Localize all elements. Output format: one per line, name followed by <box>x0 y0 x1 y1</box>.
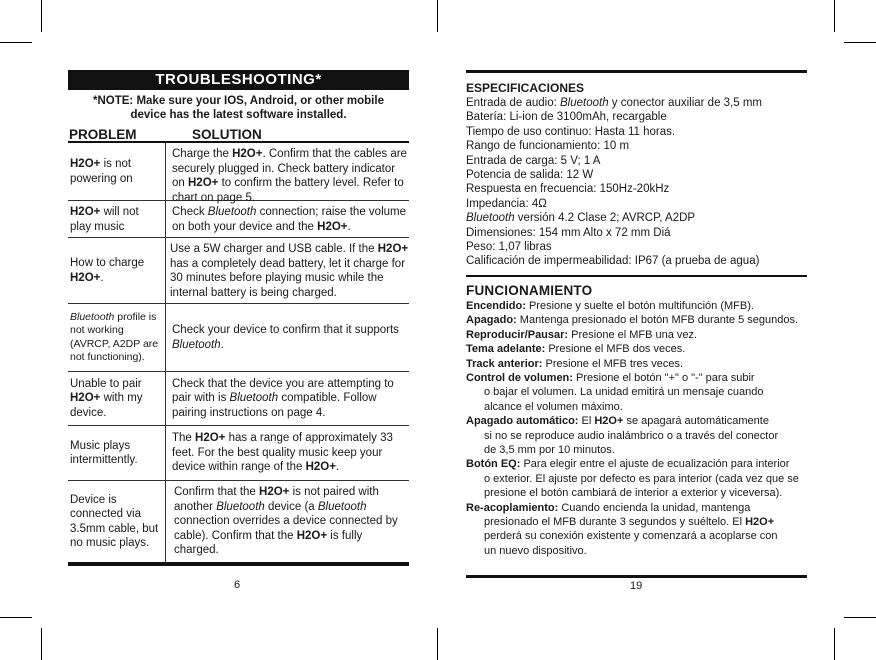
function-item: Re-acoplamiento: Cuando encienda la unidad, mantenga presionado el MFB durante 3 segundos y suéltelo. El H2O+ perderá su conexión existente y comenzará a acoplarse con un nuevo dispositivo. <box>466 501 778 557</box>
function-item: Reproducir/Pausar: Presione el MFB una vez. <box>466 328 698 341</box>
crop-mark <box>844 42 876 43</box>
crop-mark <box>41 0 42 32</box>
problem-cell: H2O+ will not play music <box>68 201 166 237</box>
crop-mark <box>437 628 438 660</box>
function-item: Apagado: Mantenga presionado el botón MFB durante 5 segundos. <box>466 314 799 327</box>
spec-line: Potencia de salida: 12 W <box>466 169 594 182</box>
section-rule <box>466 275 807 277</box>
spec-line: Respuesta en frecuencia: 150Hz-20kHz <box>466 183 670 196</box>
solution-cell: Use a 5W charger and USB cable. If the H2O+ has a completely dead battery, let it charge for 30 minutes before playing music while the internal battery is being charged. <box>170 243 409 299</box>
solution-cell: The H2O+ has a range of approximately 33 feet. For the best quality music keep your device within range of the H2O+. <box>172 432 393 474</box>
problem-cell: Unable to pair H2O+ with my device. <box>68 372 166 425</box>
problem-header: PROBLEM <box>69 127 137 142</box>
spec-line: Dimensiones: 154 mm Alto x 72 mm Diá <box>466 226 671 239</box>
function-item: Botón EQ: Para elegir entre el ajuste de ecualización para interior o exterior. El ajuste por defecto es para interior (cada vez que se presione el botón cambiará de interior a exterior y viceversa). <box>466 458 799 500</box>
crop-mark <box>834 0 835 32</box>
crop-mark <box>0 42 32 43</box>
table-header <box>68 126 409 143</box>
problem-cell: How to charge H2O+. <box>68 238 166 303</box>
function-item: Control de volumen: Presione el botón "+" o "-" para subir o bajar el volumen. La unidad emitirá un mensaje cuando alcance el volumen máximo. <box>466 371 764 413</box>
function-list <box>466 299 807 558</box>
spec-line: Entrada de carga: 5 V; 1 A <box>466 154 601 167</box>
crop-mark <box>844 617 876 618</box>
software-note: *NOTE: Make sure your IOS, Android, or other mobile device has the latest software installed. <box>93 95 384 121</box>
table-row <box>68 426 409 481</box>
problem-cell: Music plays intermittently. <box>68 426 166 480</box>
spec-line: Tiempo de uso continuo: Hasta 11 horas. <box>466 125 676 138</box>
solution-cell: Check your device to confirm that it supports Bluetooth. <box>172 324 399 351</box>
spec-page <box>466 70 807 558</box>
spec-line: Impedancia: 4Ω <box>466 197 547 210</box>
function-item: Tema adelante: Presione el MFB dos veces. <box>466 343 686 356</box>
table-row <box>68 201 409 238</box>
solution-cell: Charge the H2O+. Confirm that the cables are securely plugged in. Check battery indicator on H2O+ to confirm the battery level. Refer to chart on page 5. <box>172 148 407 204</box>
top-rule <box>466 70 807 73</box>
solution-cell: Check that the device you are attempting to pair with is Bluetooth compatible. Follow pairing instructions on page 4. <box>172 377 394 419</box>
problem-cell: H2O+ is not powering on <box>68 143 166 200</box>
spec-line: Rango de funcionamiento: 10 m <box>466 140 630 153</box>
func-title: FUNCIONAMIENTO <box>466 282 593 298</box>
spec-line: Entrada de audio: Bluetooth y conector auxiliar de 3,5 mm <box>466 97 763 109</box>
solution-cell: Check Bluetooth connection; raise the volume on both your device and the H2O+. <box>172 206 406 233</box>
function-item: Track anterior: Presione el MFB tres veces. <box>466 357 684 370</box>
spec-line: Batería: Li-ion de 3100mAh, recargable <box>466 111 667 124</box>
problem-cell: Bluetooth profile is not working (AVRCP, A2DP are not functioning). <box>68 304 166 371</box>
function-item: Apagado automático: El H2O+ se apagará automáticamente si no se reproduce audio inalámbrico o a través del conector de 3,5 mm por 10 minutos. <box>466 415 779 456</box>
solution-cell: Confirm that the H2O+ is not paired with another Bluetooth device (a Bluetooth connection overrides a device connected by cable). Confirm that the H2O+ is fully charged. <box>174 486 398 557</box>
solution-header: SOLUTION <box>192 127 262 142</box>
function-item: Encendido: Presione y suelte el botón multifunción (MFB). <box>466 299 754 312</box>
problem-cell: Device is connected via 3.5mm cable, but no music plays. <box>68 481 166 562</box>
troubleshooting-banner: TROUBLESHOOTING* <box>68 70 409 90</box>
table-row <box>68 372 409 426</box>
bottom-rule <box>68 562 409 566</box>
crop-mark <box>0 617 32 618</box>
spec-title: ESPECIFICACIONES <box>466 81 585 95</box>
crop-mark <box>41 628 42 660</box>
table-row <box>68 143 409 204</box>
spec-list <box>466 96 807 269</box>
spec-line: Bluetooth versión 4.2 Clase 2; AVRCP, A2DP <box>466 212 696 225</box>
spec-line: Peso: 1,07 libras <box>466 241 552 254</box>
bottom-rule <box>466 575 807 578</box>
table-row <box>68 304 409 372</box>
spec-line: Calificación de impermeabilidad: IP67 (a prueba de agua) <box>466 255 760 268</box>
troubleshooting-page <box>68 70 409 566</box>
table-row <box>68 238 409 304</box>
page-number: 19 <box>630 580 643 592</box>
crop-mark <box>437 0 438 32</box>
page-number: 6 <box>234 579 241 591</box>
crop-mark <box>834 628 835 660</box>
table-row <box>68 481 409 562</box>
